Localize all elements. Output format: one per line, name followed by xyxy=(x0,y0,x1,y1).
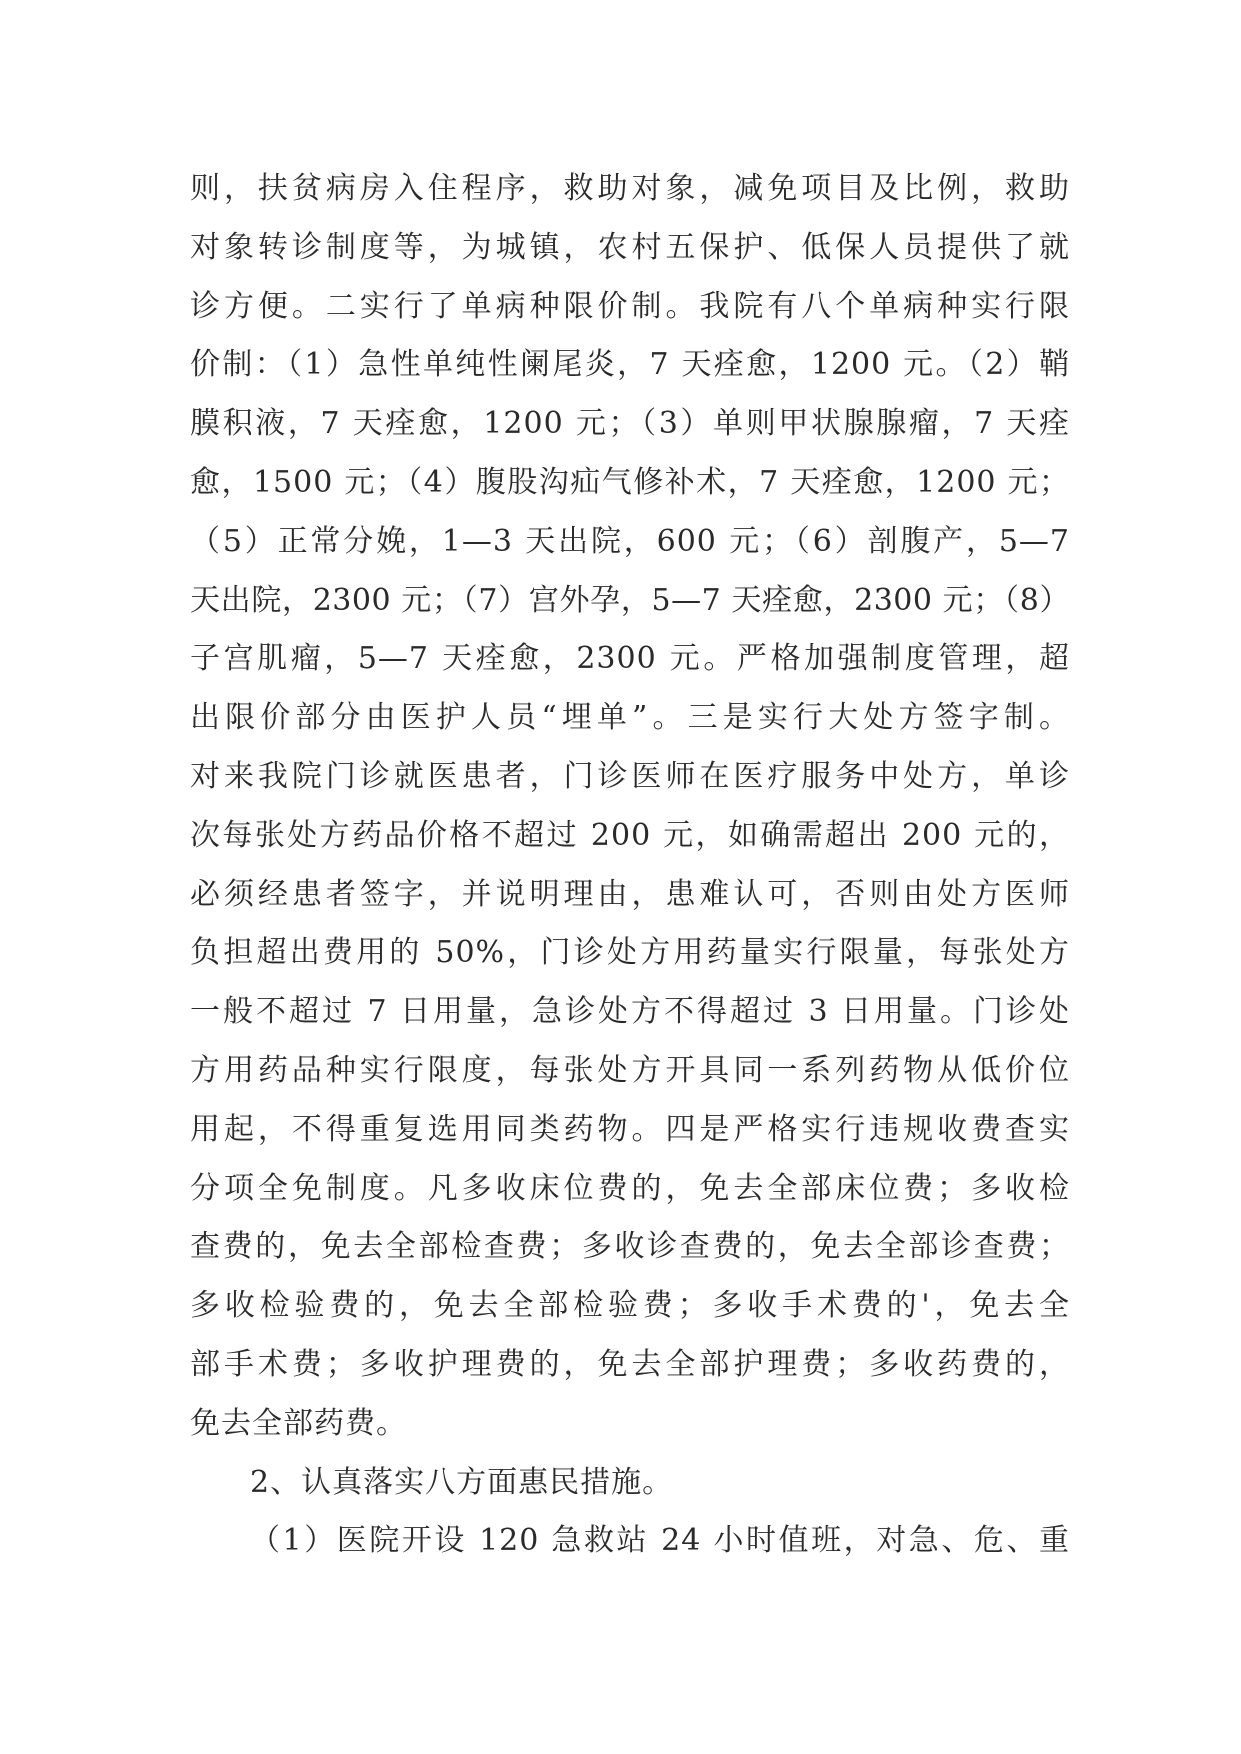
text-line: 愈，1500 元；（4）腹股沟疝气修补术，7 天痊愈，1200 元； xyxy=(190,464,1070,500)
text-line: 必须经患者签字，并说明理由，患难认可，否则由处方医师 xyxy=(190,876,1070,912)
text-line: 分项全免制度。凡多收床位费的，免去全部床位费；多收检 xyxy=(190,1170,1070,1206)
text-line: 膜积液，7 天痊愈，1200 元；（3）单则甲状腺腺瘤，7 天痊 xyxy=(190,406,1070,442)
text-line: 用起，不得重复选用同类药物。四是严格实行违规收费查实 xyxy=(190,1111,1070,1147)
text-line: 则，扶贫病房入住程序，救助对象，减免项目及比例，救助 xyxy=(190,171,1070,206)
text-line: 诊方便。二实行了单病种限价制。我院有八个单病种实行限 xyxy=(190,288,1070,324)
text-line: （5）正常分娩，1—3 天出院，600 元；（6）剖腹产，5—7 xyxy=(190,523,1070,559)
text-line: 一般不超过 7 日用量，急诊处方不得超过 3 日用量。门诊处 xyxy=(190,994,1070,1030)
text-line: 对象转诊制度等，为城镇，农村五保护、低保人员提供了就 xyxy=(190,229,1070,265)
paragraph-start-line: （1）医院开设 120 急救站 24 小时值班，对急、危、重 xyxy=(250,1523,1070,1559)
text-line: 次每张处方药品价格不超过 200 元，如确需超出 200 元的， xyxy=(190,817,1070,853)
text-line: 方用药品种实行限度，每张处方开具同一系列药物从低价位 xyxy=(190,1052,1070,1088)
text-line: 多收检验费的，免去全部检验费；多收手术费的'，免去全 xyxy=(190,1288,1070,1324)
text-line: 对来我院门诊就医患者，门诊医师在医疗服务中处方，单诊 xyxy=(190,758,1070,794)
text-line: 负担超出费用的 50%，门诊处方用药量实行限量，每张处方 xyxy=(190,935,1070,971)
text-line: 查费的，免去全部检查费；多收诊查费的，免去全部诊查费； xyxy=(190,1229,1070,1265)
text-line: 出限价部分由医护人员“埋单”。三是实行大处方签字制。 xyxy=(190,700,1070,736)
section-heading: 2、认真落实八方面惠民措施。 xyxy=(250,1464,674,1500)
text-line: 部手术费；多收护理费的，免去全部护理费；多收药费的， xyxy=(190,1346,1070,1382)
text-line: 子宫肌瘤，5—7 天痊愈，2300 元。严格加强制度管理，超 xyxy=(190,641,1070,677)
text-line: 免去全部药费。 xyxy=(190,1405,407,1441)
text-line: 天出院，2300 元；（7）宫外孕，5—7 天痊愈，2300 元；（8） xyxy=(190,582,1070,618)
text-line: 价制：（1）急性单纯性阑尾炎，7 天痊愈，1200 元。（2）鞘 xyxy=(190,347,1070,383)
document-body xyxy=(190,160,1070,1571)
